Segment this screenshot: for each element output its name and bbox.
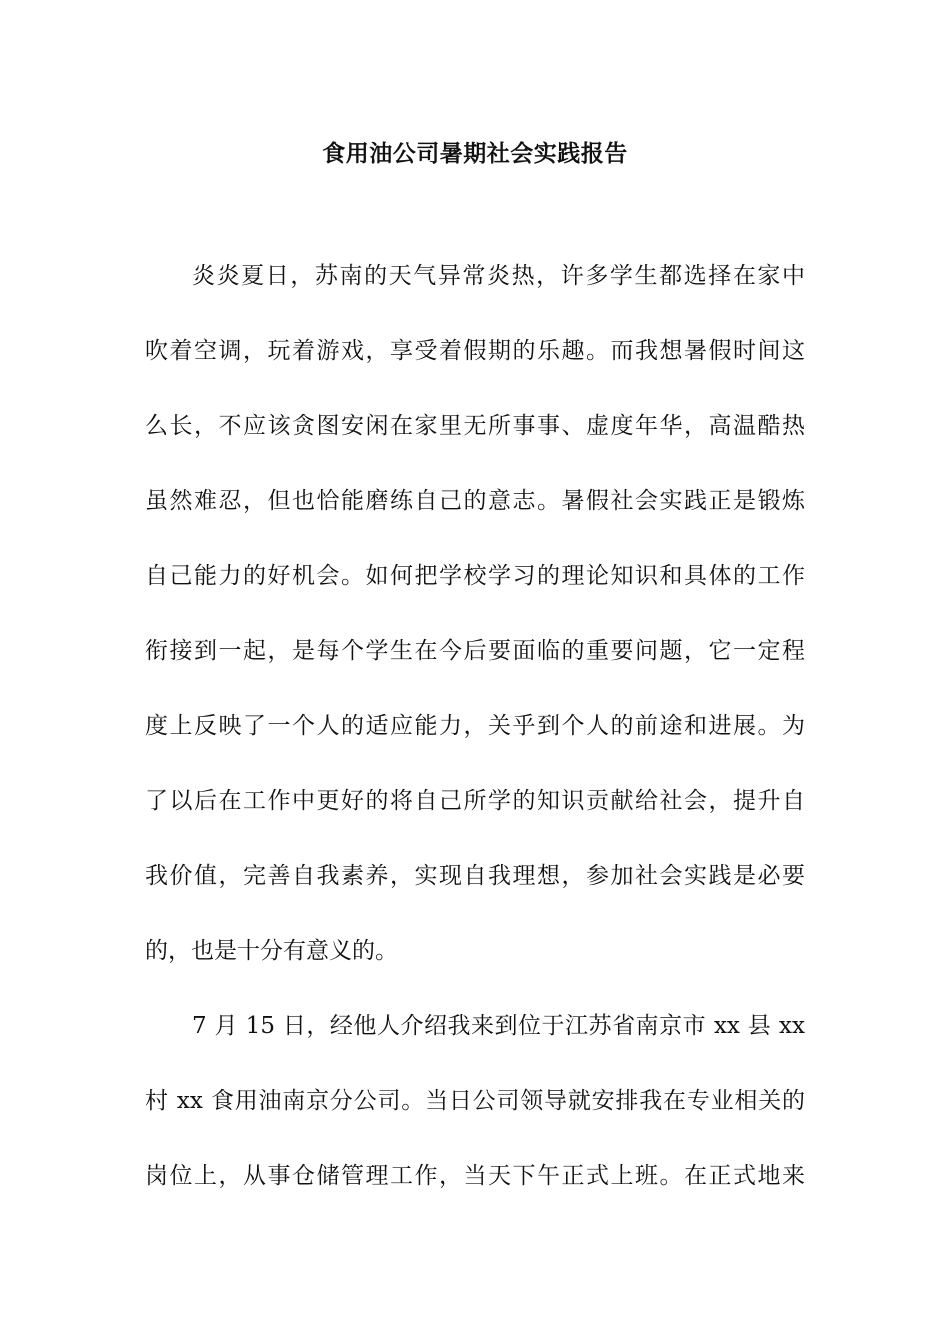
text-line: 衔接到一起，是每个学生在今后要面临的重要问题，它一定程 xyxy=(145,638,805,664)
document-title: 食用油公司暑期社会实践报告 xyxy=(322,140,628,167)
text-line: 度上反映了一个人的适应能力，关乎到个人的前途和进展。为 xyxy=(145,713,805,739)
text-line: 村 xx 食用油南京分公司。当日公司领导就安排我在专业相关的 xyxy=(145,1088,805,1114)
text-line: 炎炎夏日，苏南的天气异常炎热，许多学生都选择在家中 xyxy=(192,263,805,289)
text-line: 岗位上，从事仓储管理工作，当天下午正式上班。在正式地来 xyxy=(145,1163,805,1189)
text-line: 么长，不应该贪图安闲在家里无所事事、虚度年华，高温酷热 xyxy=(145,413,805,439)
text-line: 的，也是十分有意义的。 xyxy=(145,938,398,964)
text-line: 自己能力的好机会。如何把学校学习的理论知识和具体的工作 xyxy=(145,563,805,589)
text-line: 虽然难忍，但也恰能磨练自己的意志。暑假社会实践正是锻炼 xyxy=(145,488,805,514)
text-line: 了以后在工作中更好的将自己所学的知识贡献给社会，提升自 xyxy=(145,788,805,814)
text-line: 7 月 15 日，经他人介绍我来到位于江苏省南京市 xx 县 xx xyxy=(192,1013,805,1039)
text-line: 我价值，完善自我素养，实现自我理想，参加社会实践是必要 xyxy=(145,863,805,889)
text-line: 吹着空调，玩着游戏，享受着假期的乐趣。而我想暑假时间这 xyxy=(145,338,805,364)
